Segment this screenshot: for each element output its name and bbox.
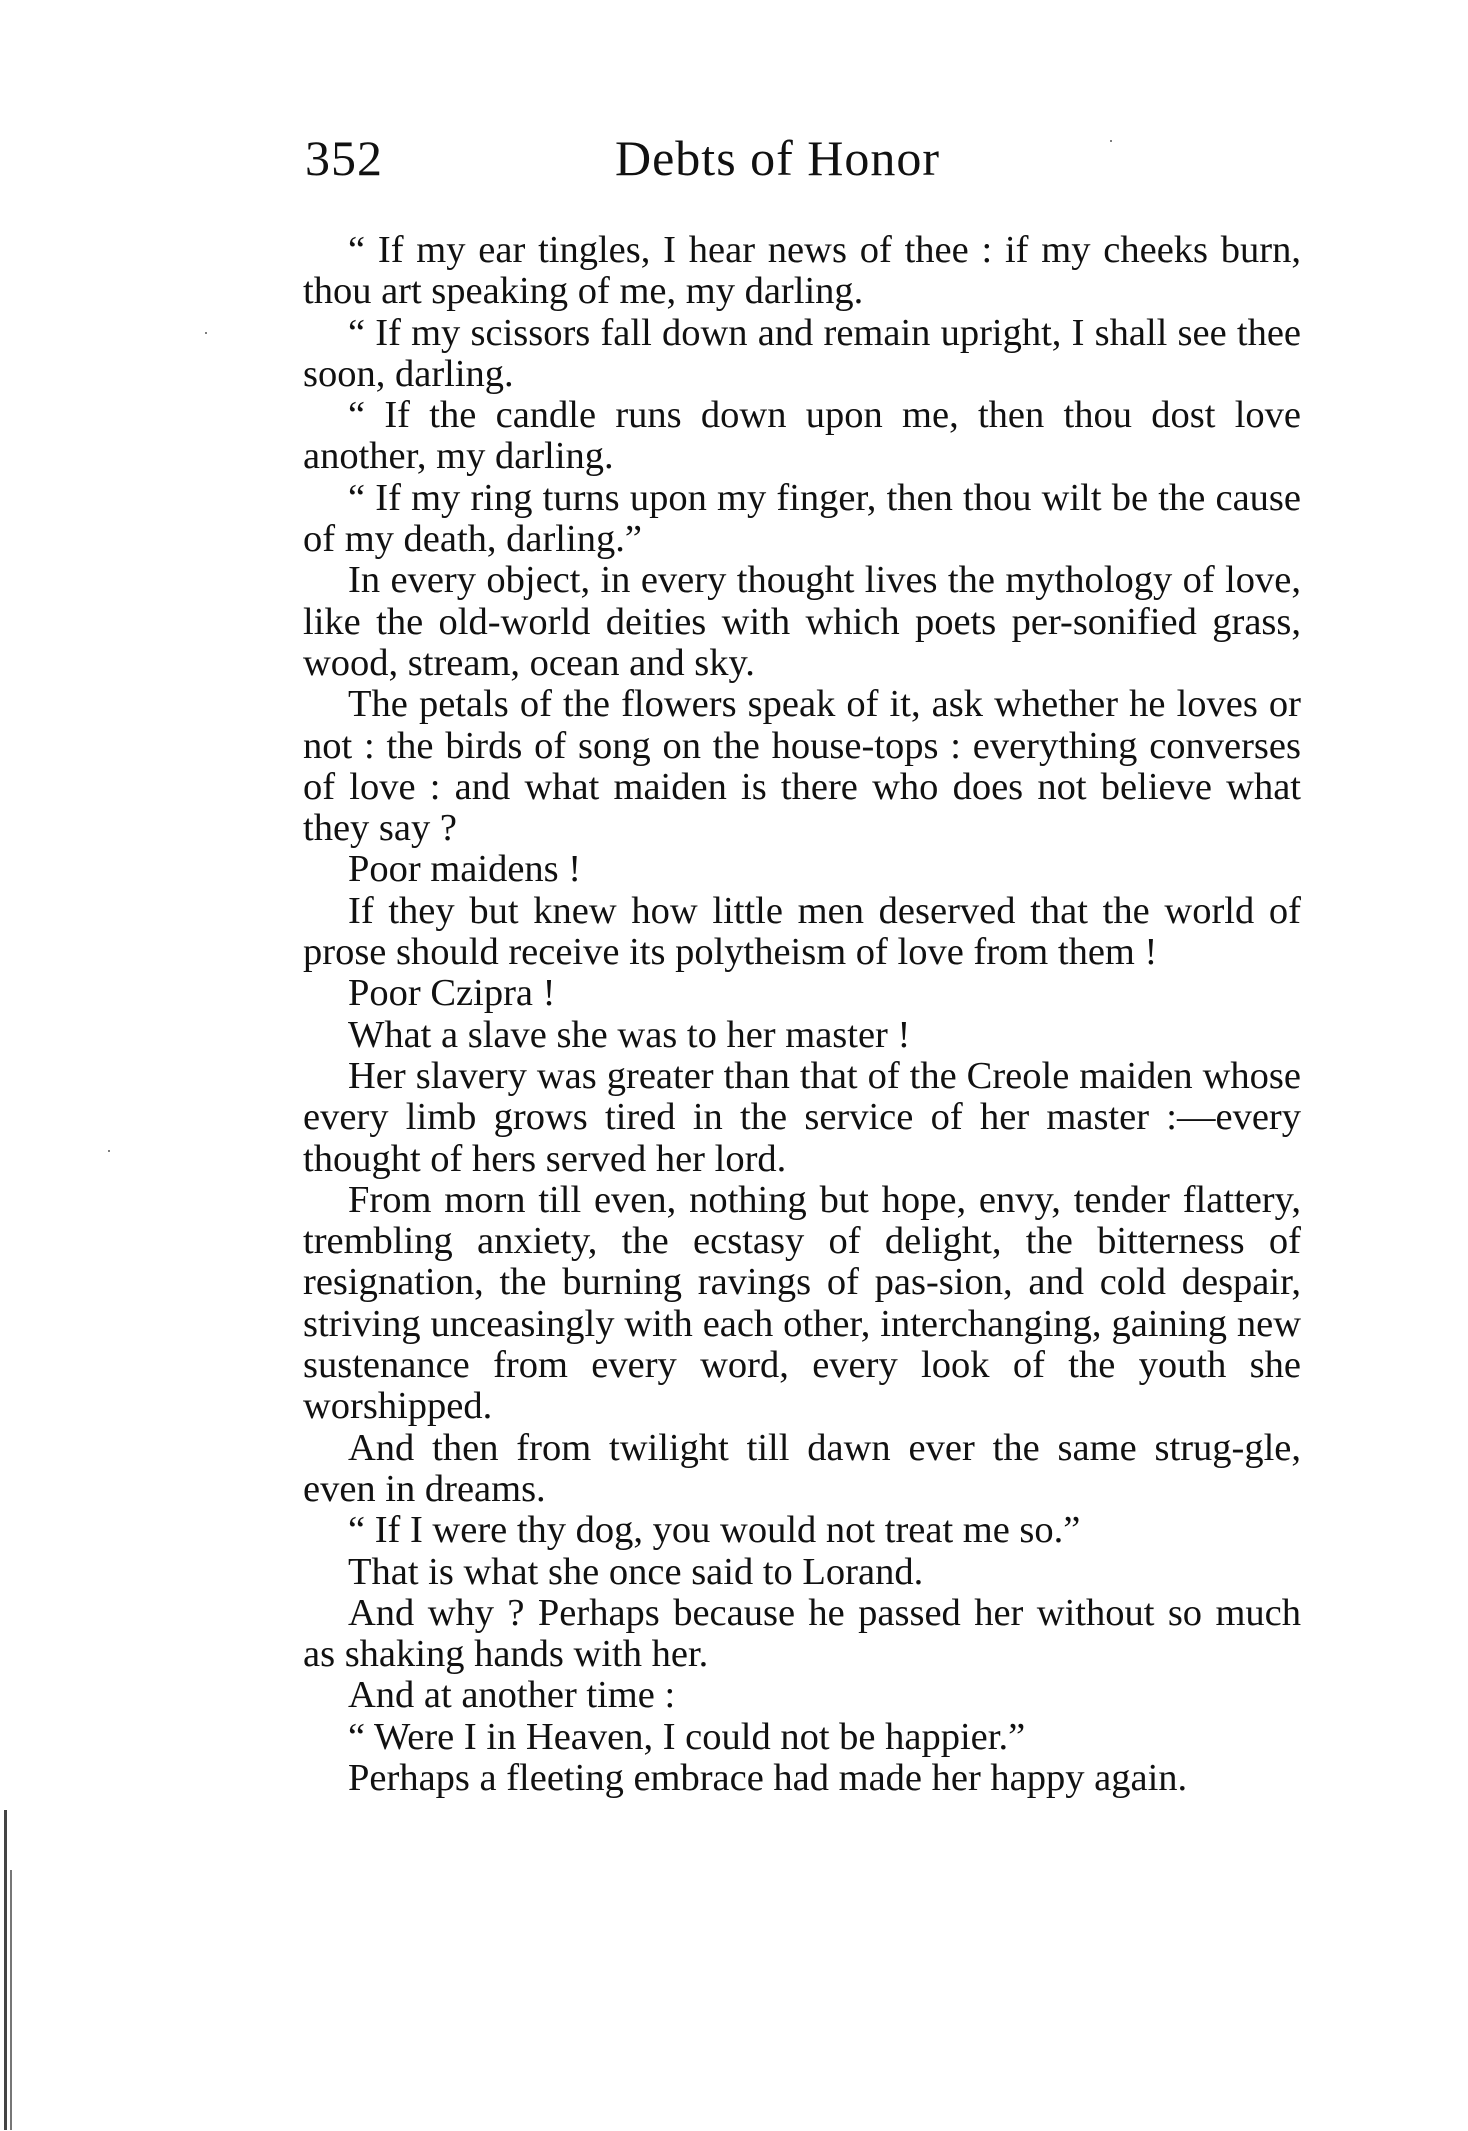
page-number: 352	[305, 130, 383, 186]
paragraph: What a slave she was to her master !	[348, 1013, 911, 1056]
paragraph: “ If my scissors fall down and remain upright, I shall see thee soon, darling.	[303, 311, 1301, 395]
print-speck	[1110, 140, 1112, 142]
paragraph: In every object, in every thought lives the mythology of love, like the old-world deities with which poets per-sonified grass, wood, stream, ocean and sky.	[303, 559, 1301, 684]
paragraph: And then from twilight till dawn ever the same strug-gle, even in dreams.	[303, 1426, 1301, 1510]
binding-edge-line	[10, 1870, 12, 2130]
page-header	[305, 128, 1300, 188]
paragraph: And at another time :	[348, 1674, 676, 1717]
paragraph: “ If I were thy dog, you would not treat me so.”	[348, 1509, 1081, 1552]
paragraph: Perhaps a fleeting embrace had made her happy again.	[348, 1756, 1188, 1799]
print-speck	[108, 1150, 110, 1152]
paragraph: “ If the candle runs down upon me, then thou dost love another, my darling.	[303, 394, 1301, 478]
binding-edge-line	[4, 1810, 7, 2130]
body-text	[303, 230, 1301, 1799]
paragraph: From morn till even, nothing but hope, envy, tender flattery, trembling anxiety, the ecstasy of delight, the bitterness of resignation, the burning ravings of pas-sion, and cold despair, striving unceasingly with each other, interchanging, gaining new sustenance from every word, every look of the youth she worshipped.	[303, 1178, 1301, 1428]
paragraph: “ If my ring turns upon my finger, then thou wilt be the cause of my death, darling.”	[303, 476, 1301, 561]
paragraph: The petals of the flowers speak of it, ask whether he loves or not : the birds of song on the house-tops : everything converses of love : and what maiden is there who does not believe what they say ?	[303, 683, 1301, 850]
paragraph: And why ? Perhaps because he passed her without so much as shaking hands with her.	[303, 1591, 1301, 1676]
running-title: Debts of Honor	[615, 130, 941, 186]
paragraph: Poor maidens !	[348, 848, 582, 891]
paragraph: Her slavery was greater than that of the Creole maiden whose every limb grows tired in the service of her master :—every thought of hers served her lord.	[303, 1054, 1301, 1180]
paragraph: Poor Czipra !	[348, 972, 556, 1015]
paragraph: “ If my ear tingles, I hear news of thee : if my cheeks burn, thou art speaking of me, my darling.	[303, 229, 1301, 313]
paragraph: That is what she once said to Lorand.	[348, 1550, 924, 1593]
paragraph: “ Were I in Heaven, I could not be happier.”	[348, 1715, 1026, 1758]
print-speck	[205, 332, 207, 334]
paragraph: If they but knew how little men deserved that the world of prose should receive its polytheism of love from them !	[303, 889, 1301, 974]
